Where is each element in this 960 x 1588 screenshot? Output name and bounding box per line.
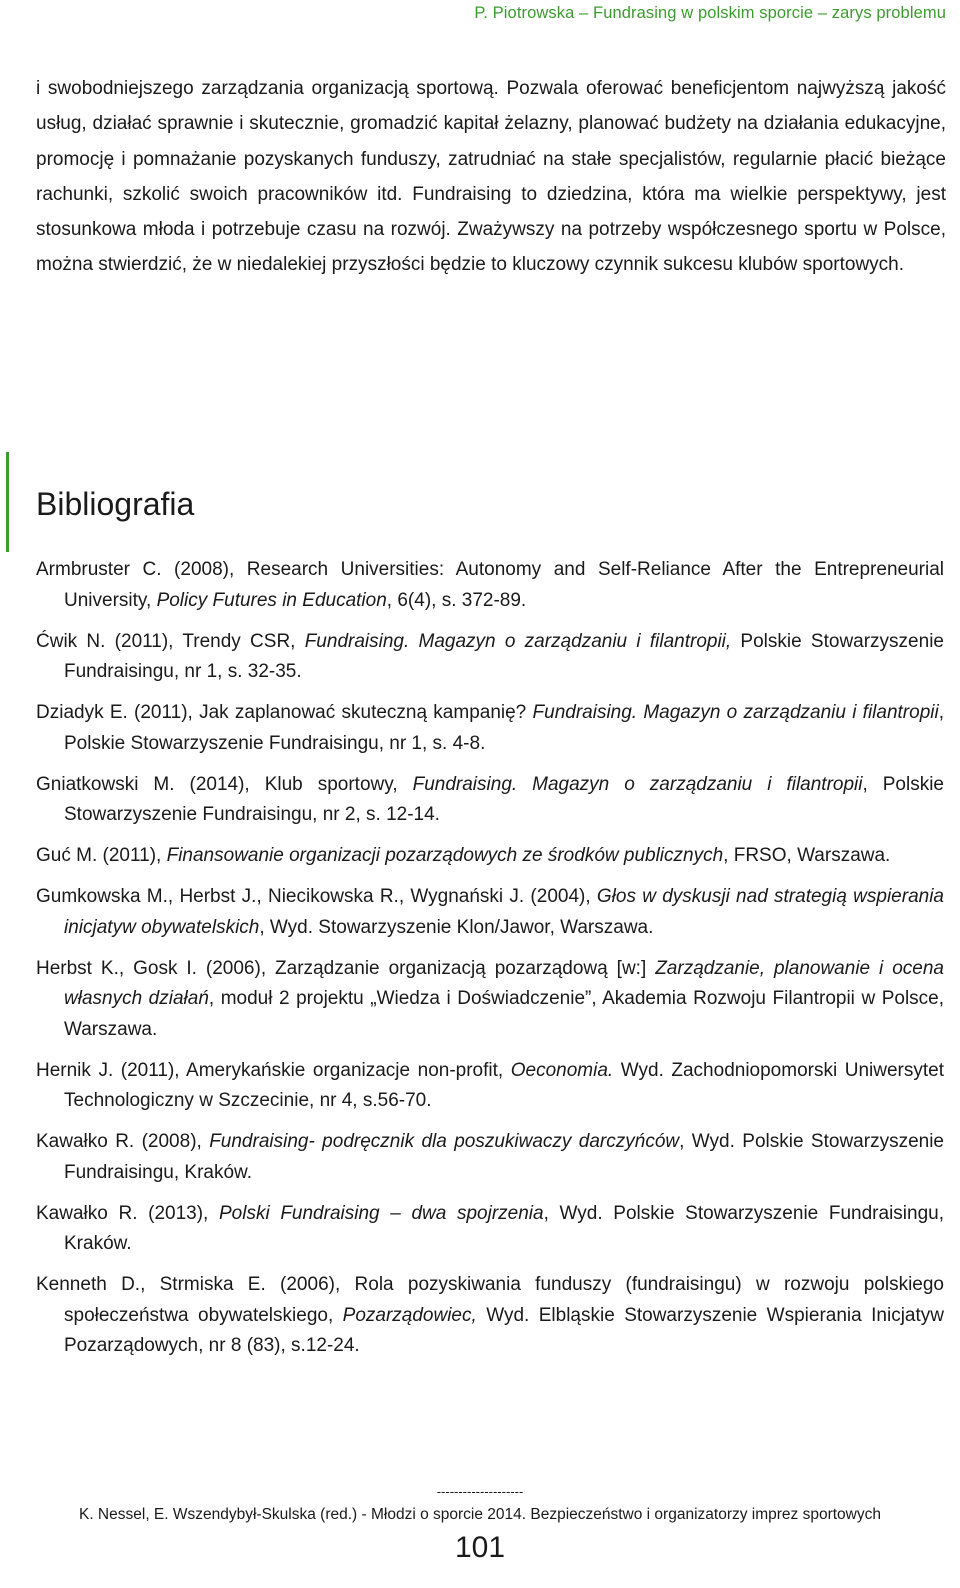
page-number: 101	[454, 1531, 506, 1564]
bibliography-list	[36, 555, 944, 1372]
bibliography-entry: Ćwik N. (2011), Trendy CSR, Fundraising. Magazyn o zarządzaniu i filantropii, Polskie Stowarzyszenie Fundraisingu, nr 1, s. 32-35.	[36, 630, 944, 682]
bibliography-heading: Bibliografia	[36, 486, 195, 522]
body-text	[36, 71, 946, 283]
bibliography-entry: Dziadyk E. (2011), Jak zaplanować skuteczną kampanię? Fundraising. Magazyn o zarządzaniu i filantropii, Polskie Stowarzyszenie Fundraisingu, nr 1, s. 4-8.	[36, 702, 944, 754]
running-header: P. Piotrowska – Fundrasing w polskim sporcie – zarys problemu	[474, 4, 946, 22]
bibliography-entry: Gumkowska M., Herbst J., Niecikowska R., Wygnański J. (2004), Głos w dyskusji nad strategią wspierania inicjatyw obywatelskich, Wyd. Stowarzyszenie Klon/Jawor, Warszawa.	[36, 886, 944, 938]
footer-separator: --------------------	[436, 1484, 524, 1499]
bibliography-entry: Kawałko R. (2008), Fundraising- podręcznik dla poszukiwaczy darczyńców, Wyd. Polskie Stowarzyszenie Fundraisingu, Kraków.	[36, 1131, 944, 1183]
bibliography-entry: Armbruster C. (2008), Research Universities: Autonomy and Self-Reliance After the Entrepreneurial University, Policy Futures in Education, 6(4), s. 372-89.	[36, 559, 944, 611]
bibliography-entry: Kawałko R. (2013), Polski Fundraising – dwa spojrzenia, Wyd. Polskie Stowarzyszenie Fundraisingu, Kraków.	[36, 1202, 944, 1254]
bibliography-entry: Kenneth D., Strmiska E. (2006), Rola pozyskiwania funduszy (fundraisingu) w rozwoju polskiego społeczeństwa obywatelskiego, Pozarządowiec, Wyd. Elbląskie Stowarzyszenie Wspierania Inicjatyw Pozarządowych, nr 8 (83), s.12-24.	[36, 1274, 944, 1356]
footer-citation: K. Nessel, E. Wszendybył-Skulska (red.) - Młodzi o sporcie 2014. Bezpieczeństwo i organizatorzy imprez sportowych	[78, 1506, 881, 1523]
bibliography-entry: Herbst K., Gosk I. (2006), Zarządzanie organizacją pozarządową [w:] Zarządzanie, planowanie i ocena własnych działań, moduł 2 projektu „Wiedza i Doświadczenie”, Akademia Rozwoju Filantropii w Polsce, Warszawa.	[36, 957, 945, 1040]
body-paragraph: i swobodniejszego zarządzania organizacją sportową. Pozwala oferować beneficjentom najwyższą jakość usług, działać sprawnie i skutecznie, gromadzić kapitał żelazny, planować budżety na działania edukacyjne, promocję i pomnażanie pozyskanych funduszy, zatrudniać na stałe specjalistów, regularnie płacić bieżące rachunki, szkolić swoich pracowników itd. Fundraising to dziedzina, która ma wielkie perspektywy, jest stosunkowa młoda i potrzebuje czasu na rozwój. Zważywszy na potrzeby współczesnego sportu w Polsce, można stwierdzić, że w niedalekiej przyszłości będzie to kluczowy czynnik sukcesu klubów sportowych.	[36, 78, 946, 276]
bibliography-entry: Hernik J. (2011), Amerykańskie organizacje non-profit, Oeconomia. Wyd. Zachodniopomorski Uniwersytet Technologiczny w Szczecinie, nr 4, s.56-70.	[36, 1059, 944, 1111]
bibliography-entry: Guć M. (2011), Finansowanie organizacji pozarządowych ze środków publicznych, FRSO, Warszawa.	[36, 845, 891, 866]
bibliography-entry: Gniatkowski M. (2014), Klub sportowy, Fundraising. Magazyn o zarządzaniu i filantropii, Polskie Stowarzyszenie Fundraisingu, nr 2, s. 12-14.	[36, 773, 945, 825]
heading-accent-bar	[6, 452, 9, 552]
